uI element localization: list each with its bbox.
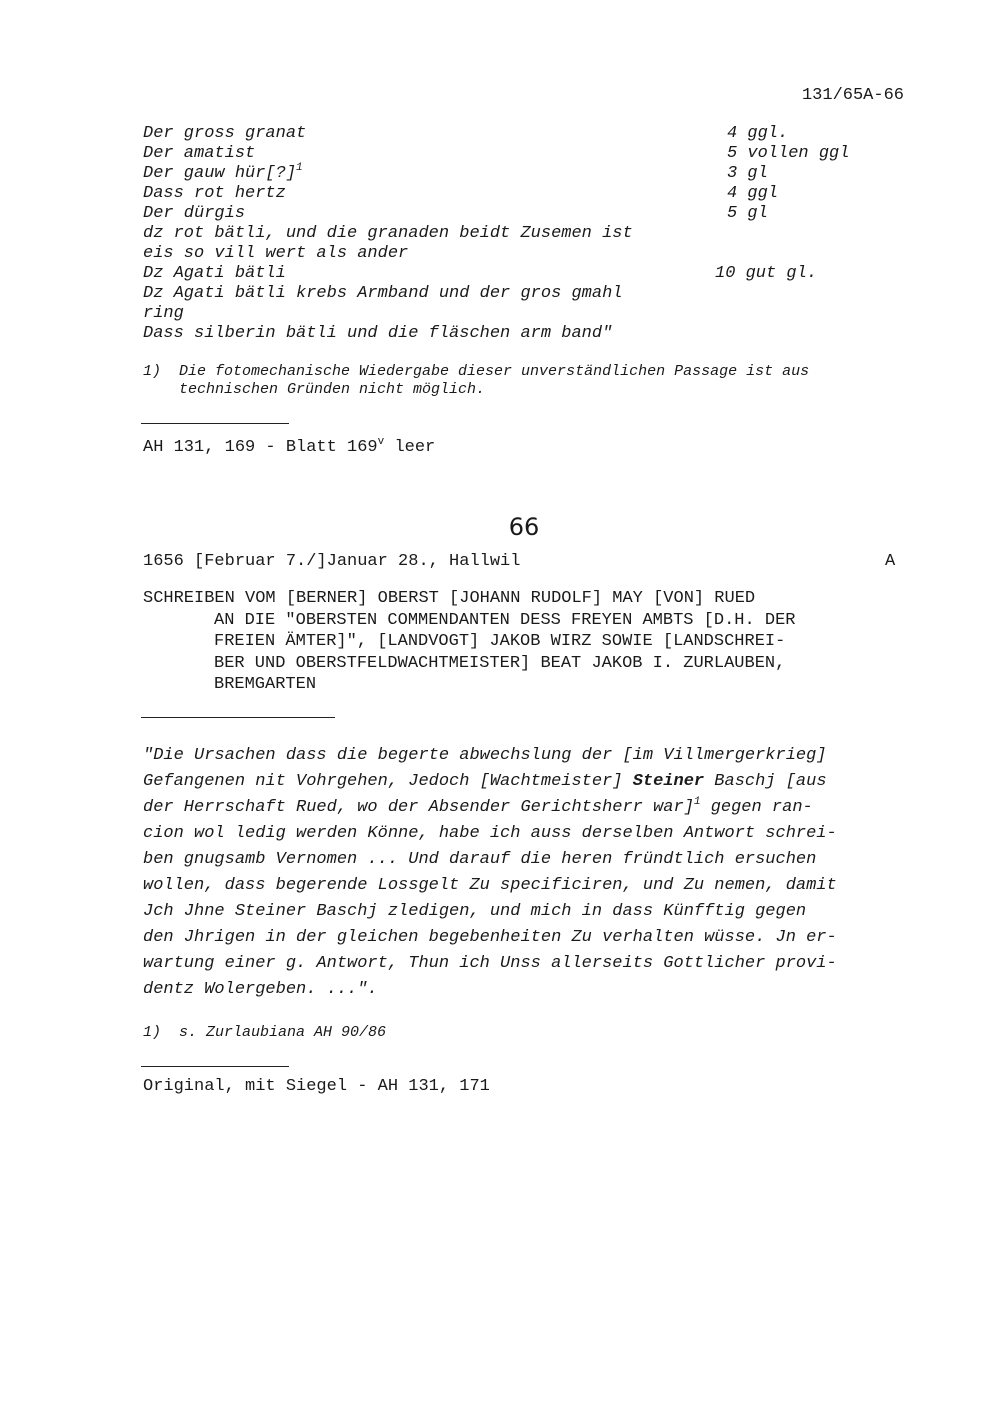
document-heading <box>143 588 913 696</box>
footnote-marker: 1 <box>296 162 303 174</box>
inventory-row <box>143 244 903 264</box>
date-mark: A <box>885 552 896 571</box>
inventory-list <box>143 124 903 344</box>
footnote-number: 1) <box>143 363 162 380</box>
inventory-row <box>143 124 903 144</box>
inventory-item: Dz Agati bätli krebs Armband und der gros gmahl <box>143 284 623 303</box>
inventory-row <box>143 264 903 284</box>
quote-text: Gefangenen nit Vohrgehen, Jedoch [Wachtmeister] <box>143 772 633 791</box>
heading-line: BREMGARTEN <box>214 675 317 694</box>
quote-line: cion wol ledig werden Könne, habe ich auss derselben Antwort schrei- <box>143 824 837 843</box>
verso-marker: v <box>377 436 385 448</box>
inventory-value: 5 gl <box>727 204 768 223</box>
inventory-row <box>143 164 903 184</box>
inventory-item: eis so vill wert als ander <box>143 244 409 263</box>
footnote-number: 1) <box>143 1024 162 1041</box>
footnote-2 <box>143 1024 386 1042</box>
quote-text: der Herrschaft Rued, wo der Absender Gerichtsherr war] <box>143 798 694 817</box>
footnote-rule <box>141 423 289 424</box>
quote-line: den Jhrigen in der gleichen begebenheiten Zu verhalten wüsse. Jn er- <box>143 928 837 947</box>
source-text: AH 131, 169 - Blatt 169 <box>143 438 378 457</box>
inventory-value: 4 ggl <box>727 184 779 203</box>
inventory-item: dz rot bätli, und die granaden beidt Zusemen ist <box>143 224 633 243</box>
quote-bold-name: Steiner <box>632 772 705 791</box>
footnote-marker: 1 <box>693 796 701 808</box>
heading-line: BER UND OBERSTFELDWACHTMEISTER] BEAT JAKOB I. ZURLAUBEN, <box>214 653 786 673</box>
inventory-item: ring <box>143 304 184 323</box>
quote-line: "Die Ursachen dass die begerte abwechslung der [im Villmergerkrieg] <box>143 746 827 765</box>
inventory-row <box>143 184 903 204</box>
inventory-row <box>143 224 903 244</box>
inventory-value: 4 ggl. <box>727 124 789 143</box>
heading-line: SCHREIBEN VOM [BERNER] OBERST [JOHANN RUDOLF] MAY [VON] RUED <box>143 589 756 608</box>
inventory-item: Der gross granat <box>143 124 307 143</box>
inventory-item: Dass rot hertz <box>143 184 286 203</box>
inventory-row <box>143 284 903 304</box>
footnote-rule <box>141 1066 289 1067</box>
quote-line: dentz Wolergeben. ...". <box>143 980 378 999</box>
inventory-value: 10 gut gl. <box>715 264 818 283</box>
date-line: 1656 [Februar 7./]Januar 28., Hallwil <box>143 552 521 571</box>
quote-line <box>143 769 903 795</box>
page-reference: 131/65A-66 <box>801 86 904 105</box>
inventory-row <box>143 324 903 344</box>
inventory-value: 5 vollen ggl <box>727 144 850 163</box>
inventory-row <box>143 304 903 324</box>
source-line-1 <box>143 438 435 458</box>
source-line-2: Original, mit Siegel - AH 131, 171 <box>143 1077 490 1096</box>
inventory-row <box>143 204 903 224</box>
quoted-letter-text <box>143 743 903 1003</box>
source-text-end: leer <box>384 438 436 457</box>
quote-text: gegen ran- <box>700 798 813 817</box>
inventory-item: Der amatist <box>143 144 256 163</box>
quote-line <box>143 795 903 821</box>
heading-line: AN DIE "OBERSTEN COMMENDANTEN DESS FREYEN AMBTS [D.H. DER <box>214 610 796 630</box>
footnote-text-line1: Die fotomechanische Wiedergabe dieser unverständlichen Passage ist aus <box>179 363 810 380</box>
footnote-text-line2: technischen Gründen nicht möglich. <box>179 381 486 398</box>
quote-line: wollen, dass begerende Lossgelt Zu specificiren, und Zu nemen, damit <box>143 876 837 895</box>
quote-line: Jch Jhne Steiner Baschj zledigen, und mich in dass Künfftig gegen <box>143 902 807 921</box>
inventory-item: Der dürgis <box>143 204 246 223</box>
heading-rule <box>141 717 335 718</box>
document-number: 66 <box>508 513 540 541</box>
inventory-item: Dz Agati bätli <box>143 264 286 283</box>
quote-line: ben gnugsamb Vernomen ... Und darauf die heren fründtlich ersuchen <box>143 850 817 869</box>
inventory-row <box>143 144 903 164</box>
inventory-item: Der gauw hür[?]$^1$ <box>143 162 303 183</box>
quote-text: Baschj [aus <box>704 772 827 791</box>
inventory-item: Dass silberin bätli und die fläschen arm band" <box>143 324 613 343</box>
inventory-value: 3 gl <box>727 164 768 183</box>
quote-line: wartung einer g. Antwort, Thun ich Unss allerseits Gottlicher provi- <box>143 954 837 973</box>
footnote-text: s. Zurlaubiana AH 90/86 <box>179 1024 387 1041</box>
footnote-1 <box>143 363 809 399</box>
heading-line: FREIEN ÄMTER]", [LANDVOGT] JAKOB WIRZ SOWIE [LANDSCHREI- <box>214 632 786 651</box>
